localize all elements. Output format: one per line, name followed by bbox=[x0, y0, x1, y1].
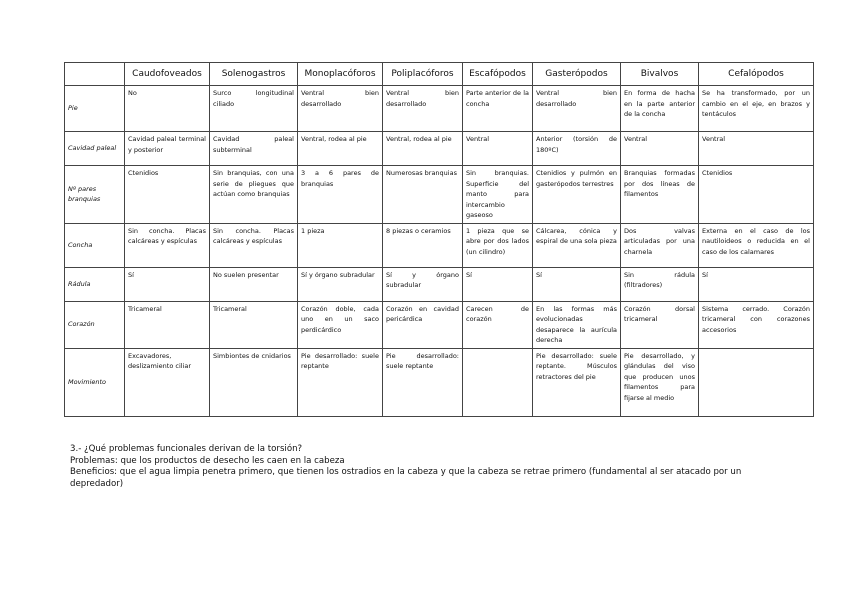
table-cell: 8 piezas o ceramios bbox=[383, 223, 463, 267]
row-header: Movimiento bbox=[65, 348, 125, 416]
table-cell: Pie desarrollado: suele reptante. Músculos retractores del pie bbox=[533, 348, 621, 416]
table-cell: Simbiontes de cnidarios bbox=[210, 348, 298, 416]
table-cell: Tricameral bbox=[125, 301, 210, 348]
header-row bbox=[65, 63, 814, 86]
table-cell: Externa en el caso de los nautiloideos o reducida en el caso de los calamares bbox=[699, 223, 814, 267]
header-poliplacoforos: Poliplacóforos bbox=[383, 63, 463, 86]
table-cell: Tricameral bbox=[210, 301, 298, 348]
table-cell: Sí bbox=[463, 267, 533, 301]
table-cell: Sin branquias. Superficie del manto para intercambio gaseoso bbox=[463, 166, 533, 224]
table-cell: Sí y órgano subradular bbox=[383, 267, 463, 301]
table-row bbox=[65, 348, 814, 416]
table-cell: Ventral bien desarrollado bbox=[383, 86, 463, 132]
benefits-text: Beneficios: que el agua limpia penetra primero, que tienen los ostradios en la cabeza y que la cabeza se retrae primero (fundamental al ser atacado por un depredador) bbox=[70, 467, 742, 489]
table-cell: Sin concha. Placas calcáreas y espículas bbox=[210, 223, 298, 267]
notes-section bbox=[70, 444, 790, 490]
row-header: Pie bbox=[65, 86, 125, 132]
table-cell: Sí bbox=[533, 267, 621, 301]
table-cell: Sin rádula (filtradores) bbox=[621, 267, 699, 301]
table-row bbox=[65, 132, 814, 166]
table-cell: Anterior (torsión de 180ºC) bbox=[533, 132, 621, 166]
table-cell: Cálcarea, cónica y espiral de una sola pieza bbox=[533, 223, 621, 267]
table-cell: Ventral, rodea al pie bbox=[298, 132, 383, 166]
table-cell: Se ha transformado, por un cambio en el eje, en brazos y tentáculos bbox=[699, 86, 814, 132]
table-cell: Sí bbox=[699, 267, 814, 301]
table-cell: En las formas más evolucionadas desaparece la aurícula derecha bbox=[533, 301, 621, 348]
header-bivalvos: Bivalvos bbox=[621, 63, 699, 86]
row-header: Rádula bbox=[65, 267, 125, 301]
table-cell: Pie desarrollado: suele reptante bbox=[298, 348, 383, 416]
header-corner bbox=[65, 63, 125, 86]
table-cell: Sistema cerrado. Corazón tricameral con corazones accesorios bbox=[699, 301, 814, 348]
header-solenogastros: Solenogastros bbox=[210, 63, 298, 86]
header-gasteropodos: Gasterópodos bbox=[533, 63, 621, 86]
table-cell: Excavadores, deslizamiento ciliar bbox=[125, 348, 210, 416]
table-cell: Cavidad paleal subterminal bbox=[210, 132, 298, 166]
table-cell: Sí bbox=[125, 267, 210, 301]
table-cell: Corazón en cavidad pericárdica bbox=[383, 301, 463, 348]
problems-text: Problemas: que los productos de desecho les caen en la cabeza bbox=[70, 455, 345, 466]
table-cell: Ventral, rodea al pie bbox=[383, 132, 463, 166]
table-cell: Numerosas branquias bbox=[383, 166, 463, 224]
table-row bbox=[65, 267, 814, 301]
table-cell: 1 pieza bbox=[298, 223, 383, 267]
table-cell: No bbox=[125, 86, 210, 132]
table-cell: Ventral bbox=[463, 132, 533, 166]
table-cell: Ventral bbox=[699, 132, 814, 166]
table-cell bbox=[699, 348, 814, 416]
table-row bbox=[65, 223, 814, 267]
table-cell bbox=[463, 348, 533, 416]
table-cell: Corazón dorsal tricameral bbox=[621, 301, 699, 348]
table-cell: Corazón doble, cada uno en un saco perdicárdico bbox=[298, 301, 383, 348]
table-cell: Dos valvas articuladas por una charnela bbox=[621, 223, 699, 267]
table-cell: Surco longitudinal ciliado bbox=[210, 86, 298, 132]
table-cell: Ventral bien desarrollado bbox=[533, 86, 621, 132]
table-cell: No suelen presentar bbox=[210, 267, 298, 301]
table-cell: Pie desarrollado, y glándulas del viso que producen unos filamentos para fijarse al medio bbox=[621, 348, 699, 416]
table-cell: Ctenidios bbox=[125, 166, 210, 224]
table-cell: 1 pieza que se abre por dos lados (un cilindro) bbox=[463, 223, 533, 267]
table-cell: Ctenidios y pulmón en gasterópodos terrestres bbox=[533, 166, 621, 224]
table-row bbox=[65, 166, 814, 224]
table-row bbox=[65, 301, 814, 348]
table-cell: Ctenidios bbox=[699, 166, 814, 224]
comparison-table bbox=[64, 62, 814, 417]
header-cefalopodos: Cefalópodos bbox=[699, 63, 814, 86]
table-row bbox=[65, 86, 814, 132]
table-cell: En forma de hacha en la parte anterior de la concha bbox=[621, 86, 699, 132]
table-header bbox=[65, 63, 814, 86]
question-text: 3.- ¿Qué problemas funcionales derivan de la torsión? bbox=[70, 444, 303, 454]
table-cell: Cavidad paleal terminal y posterior bbox=[125, 132, 210, 166]
table-cell: Ventral bbox=[621, 132, 699, 166]
header-caudofoveados: Caudofoveados bbox=[125, 63, 210, 86]
table-cell: Pie desarrollado: suele reptante bbox=[383, 348, 463, 416]
table-cell: Branquias formadas por dos líneas de filamentos bbox=[621, 166, 699, 224]
table-cell: Carecen de corazón bbox=[463, 301, 533, 348]
row-header: Nº pares branquias bbox=[65, 166, 125, 224]
row-header: Cavidad paleal bbox=[65, 132, 125, 166]
table-cell: Ventral bien desarrollado bbox=[298, 86, 383, 132]
table-cell: Sin branquias, con una serie de pliegues que actúan como branquias bbox=[210, 166, 298, 224]
row-header: Concha bbox=[65, 223, 125, 267]
header-monoplacoforos: Monoplacóforos bbox=[298, 63, 383, 86]
table-cell: Sin concha. Placas calcáreas y espículas bbox=[125, 223, 210, 267]
table-cell: 3 a 6 pares de branquias bbox=[298, 166, 383, 224]
table-cell: Sí y órgano subradular bbox=[298, 267, 383, 301]
row-header: Corazón bbox=[65, 301, 125, 348]
header-escafopodos: Escafópodos bbox=[463, 63, 533, 86]
table-cell: Parte anterior de la concha bbox=[463, 86, 533, 132]
